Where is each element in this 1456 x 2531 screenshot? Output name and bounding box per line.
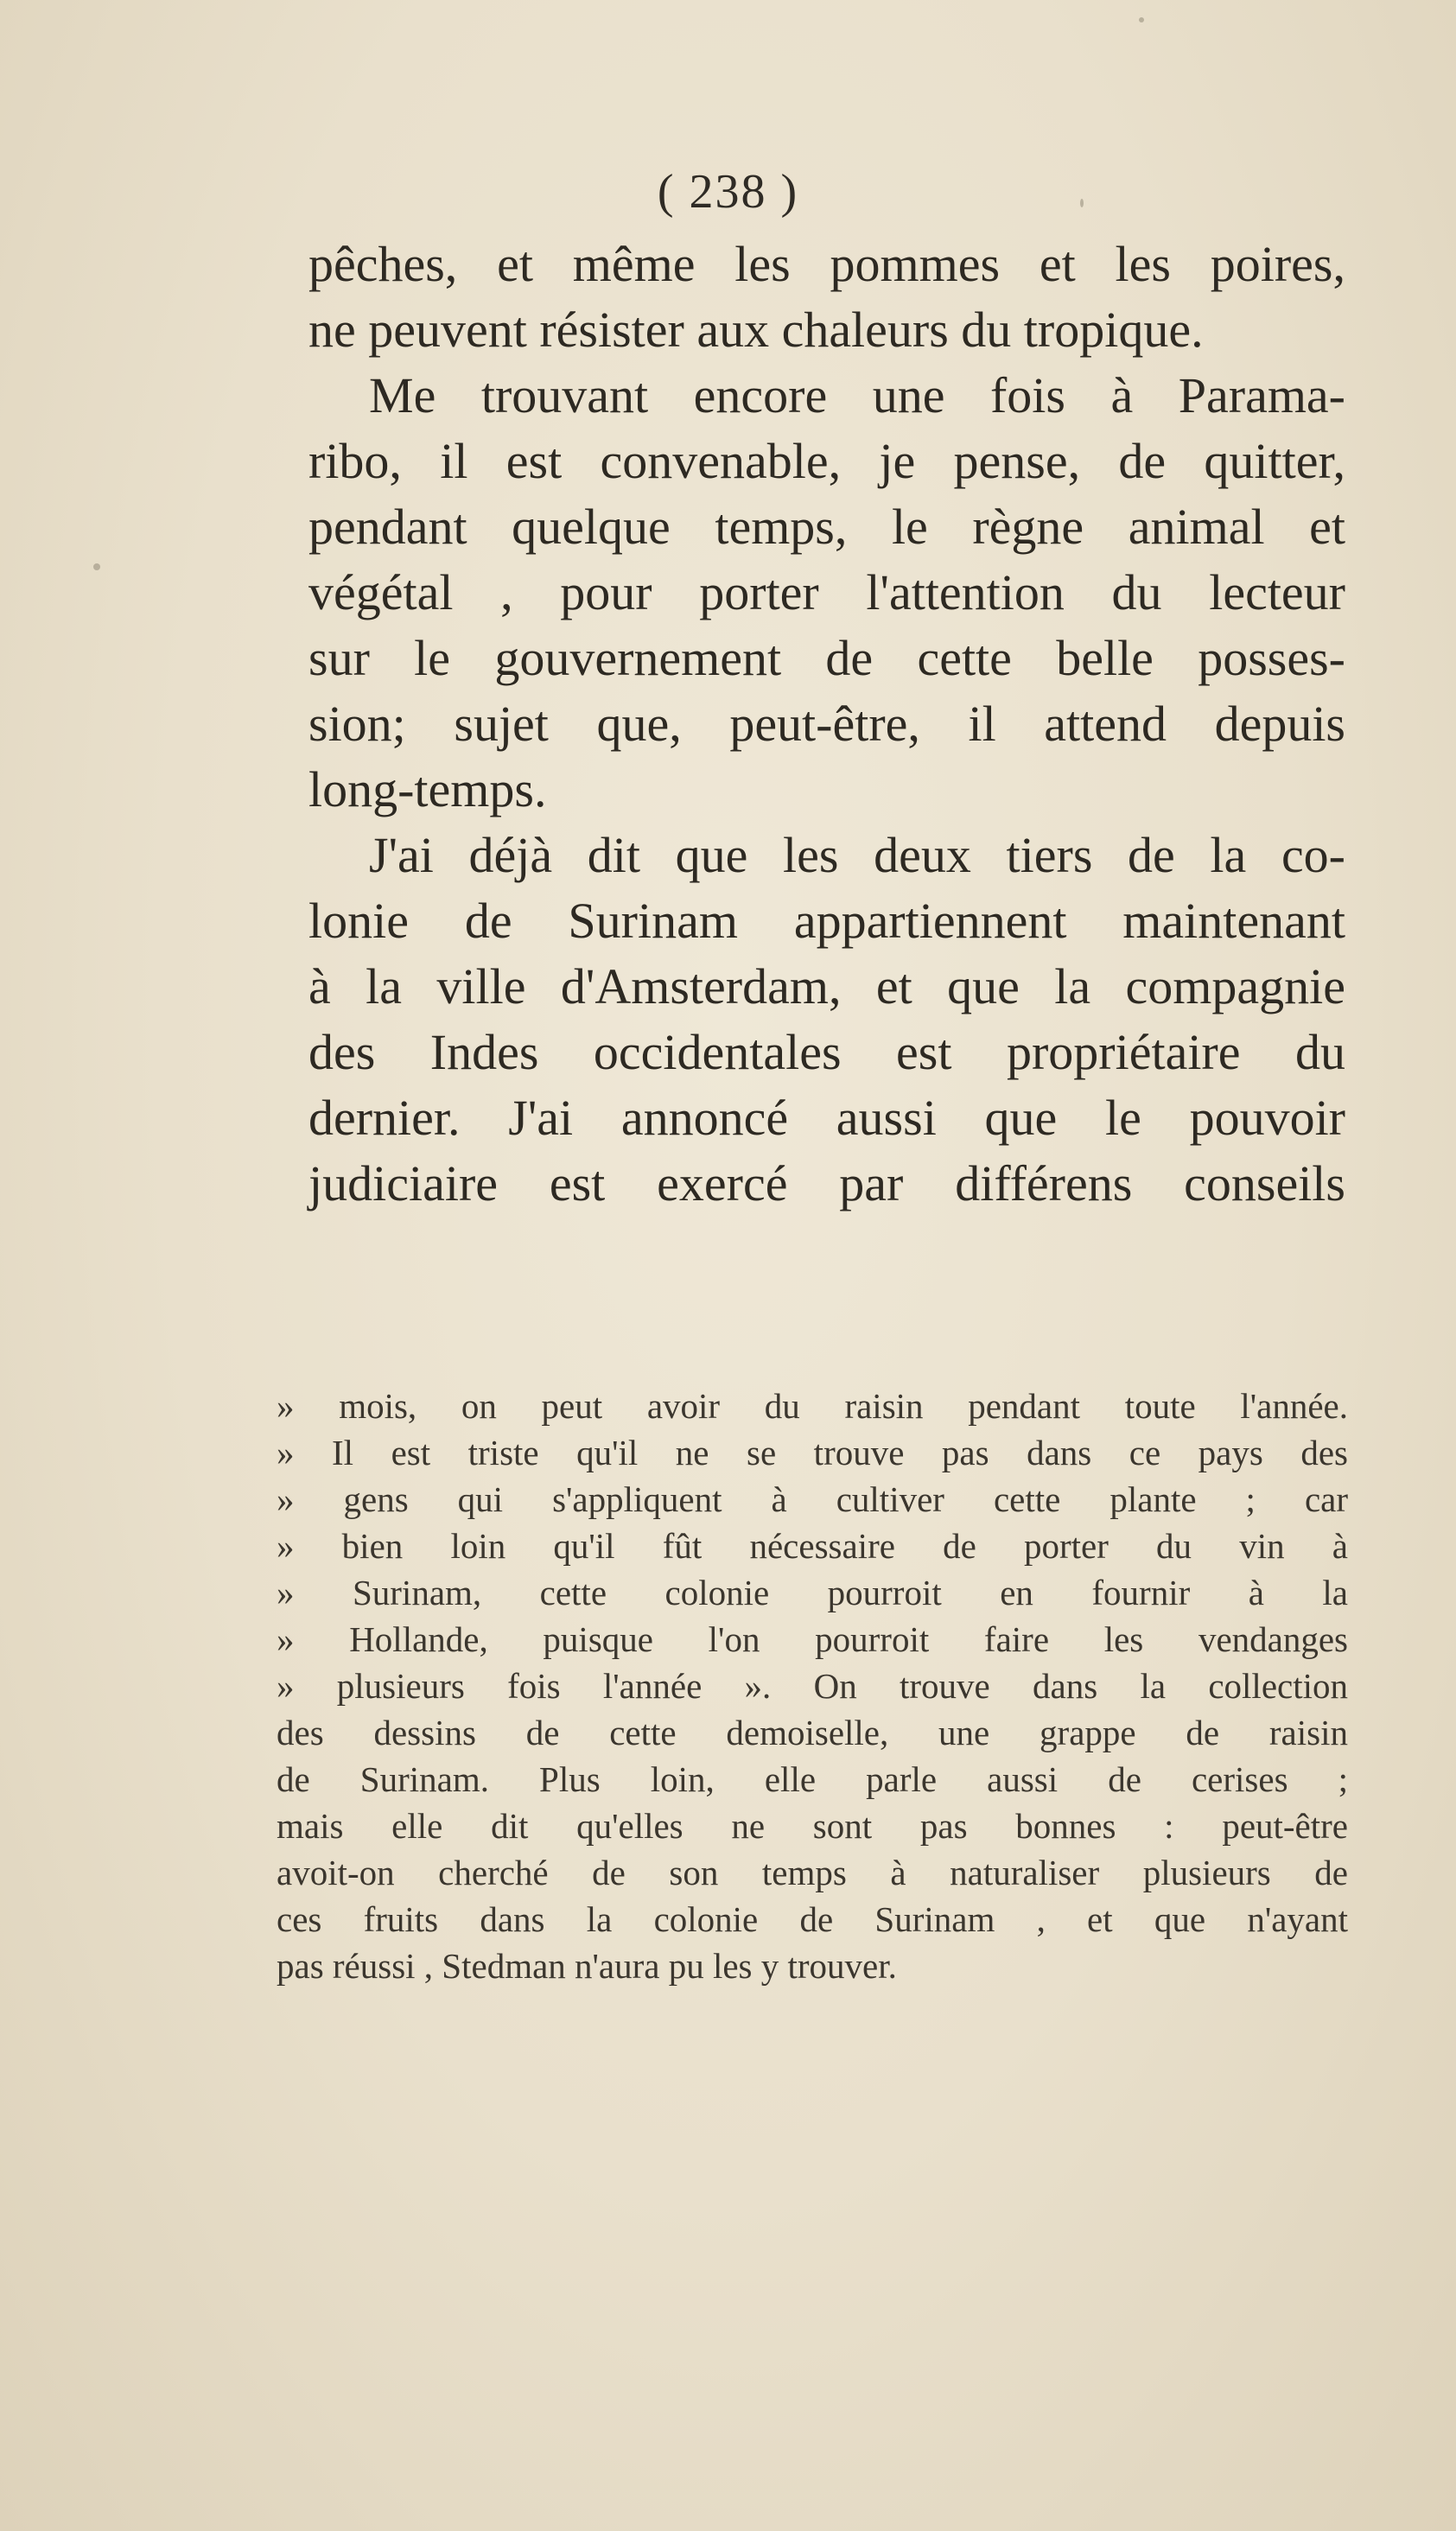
paper-speck	[1080, 199, 1084, 207]
text-line: pêches, et même les pommes et les poires,	[308, 236, 1345, 292]
text-line: pendant quelque temps, le règne animal et	[308, 499, 1345, 555]
footnote-line: » Surinam, cette colonie pourroit en fournir à la	[277, 1573, 1348, 1612]
text-line: dernier. J'ai annoncé aussi que le pouvoir	[308, 1090, 1345, 1146]
footnote-line: » bien loin qu'il fût nécessaire de porter du vin à	[277, 1526, 1348, 1566]
text-line: sur le gouvernement de cette belle posses-	[308, 630, 1345, 686]
text-line: judiciaire est exercé par différens conseils	[308, 1155, 1345, 1211]
footnote-line: pas réussi , Stedman n'aura pu les y trouver.	[277, 1946, 897, 1986]
footnote-line: des dessins de cette demoiselle, une grappe de raisin	[277, 1713, 1348, 1752]
footnote-line: » Il est triste qu'il ne se trouve pas dans ce pays des	[277, 1433, 1348, 1472]
footnote-line: avoit-on cherché de son temps à naturaliser plusieurs de	[277, 1853, 1348, 1892]
text-line: Me trouvant encore une fois à Parama-	[369, 367, 1345, 423]
paragraph-1	[308, 232, 1345, 363]
paper-speck	[1139, 17, 1144, 22]
text-line: végétal , pour porter l'attention du lecteur	[308, 564, 1345, 620]
footnote-line: » Hollande, puisque l'on pourroit faire les vendanges	[277, 1619, 1348, 1659]
text-line: sion; sujet que, peut-être, il attend depuis	[308, 696, 1345, 752]
footnote-line: ces fruits dans la colonie de Surinam , et que n'ayant	[277, 1899, 1348, 1939]
paragraph-2	[308, 363, 1345, 823]
footnote-line: » plusieurs fois l'année ». On trouve dans la collection	[277, 1666, 1348, 1706]
text-line: des Indes occidentales est propriétaire du	[308, 1024, 1345, 1080]
paper-speck	[93, 563, 100, 570]
text-line: ne peuvent résister aux chaleurs du tropique.	[308, 302, 1204, 358]
footnote-line: » mois, on peut avoir du raisin pendant toute l'année.	[277, 1386, 1348, 1426]
paragraph-3	[308, 823, 1345, 1217]
text-line: lonie de Surinam appartiennent maintenant	[308, 893, 1345, 949]
text-line: long-temps.	[308, 761, 547, 817]
footnote-line: » gens qui s'appliquent à cultiver cette plante ; car	[277, 1479, 1348, 1519]
page-number: ( 238 )	[657, 165, 799, 219]
footnote	[277, 1383, 1348, 1989]
main-text-body	[308, 232, 1345, 1217]
footnote-line: mais elle dit qu'elles ne sont pas bonnes : peut-être	[277, 1806, 1348, 1846]
text-line: ribo, il est convenable, je pense, de quitter,	[308, 433, 1345, 489]
text-line: J'ai déjà dit que les deux tiers de la co-	[369, 827, 1345, 883]
text-line: à la ville d'Amsterdam, et que la compagnie	[308, 958, 1345, 1014]
footnote-line: de Surinam. Plus loin, elle parle aussi de cerises ;	[277, 1759, 1348, 1799]
